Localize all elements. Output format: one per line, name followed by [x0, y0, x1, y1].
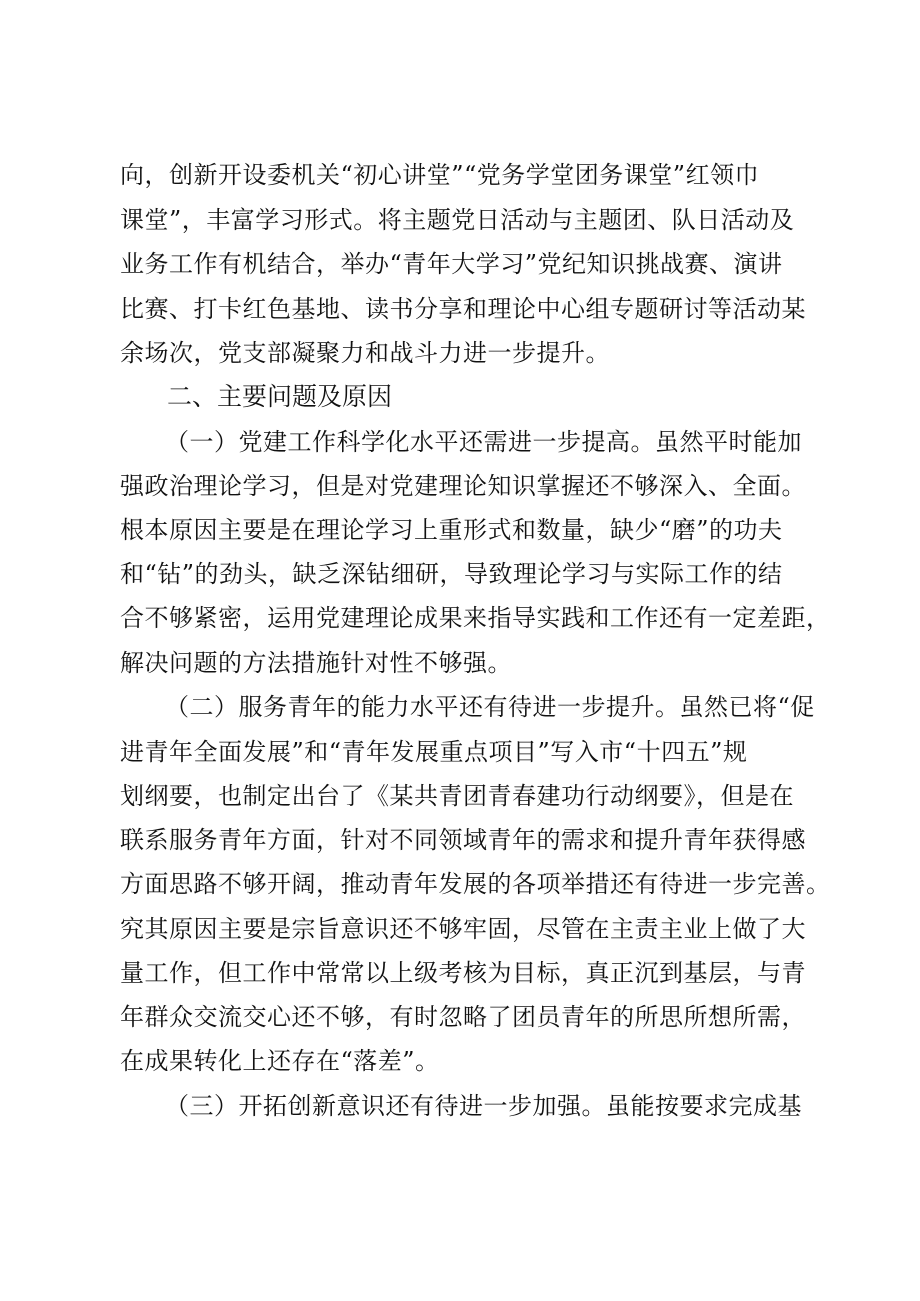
- paragraph-line: 在成果转化上还存在“落差”。: [120, 1047, 440, 1075]
- section-heading: 二、主要问题及原因: [167, 382, 393, 411]
- paragraph-line: 解决问题的方法措施针对性不够强。: [120, 649, 512, 677]
- paragraph-line: 和“钻”的劲头，缺乏深钻细研，导致理论学习与实际工作的结: [120, 560, 783, 588]
- paragraph-line: 合不够紧密，运用党建理论成果来指导实践和工作还有一定差距，: [120, 604, 831, 632]
- paragraph-line: 量工作，但工作中常常以上级考核为目标，真正沉到基层，与青: [120, 959, 806, 987]
- paragraph-line: 进青年全面发展”和“青年发展重点项目”写入市“十四五”规: [120, 738, 748, 766]
- paragraph-line: 究其原因主要是宗旨意识还不够牢固，尽管在主责主业上做了大: [120, 915, 806, 943]
- paragraph-line: 划纲要，也制定出台了《某共青团青春建功行动纲要》，但是在: [120, 782, 794, 810]
- paragraph-line: 联系服务青年方面，针对不同领域青年的需求和提升青年获得感: [120, 826, 806, 854]
- paragraph-line: （二）服务青年的能力水平还有待进一步提升。虽然已将“促: [165, 693, 815, 721]
- paragraph-line: 年群众交流交心还不够，有时忽略了团员青年的所思所想所需，: [120, 1003, 806, 1031]
- paragraph-line: 比赛、打卡红色基地、读书分享和理论中心组专题研讨等活动某: [120, 295, 806, 323]
- paragraph-line: 课堂”，丰富学习形式。将主题党日活动与主题团、队日活动及: [120, 206, 795, 234]
- paragraph-line: （三）开拓创新意识还有待进一步加强。虽能按要求完成基: [165, 1092, 802, 1120]
- paragraph-line: 根本原因主要是在理论学习上重形式和数量，缺少“磨”的功夫: [120, 516, 783, 544]
- paragraph-line: 向，创新开设委机关“初心讲堂”“党务学堂团务课堂”红领巾: [120, 161, 760, 189]
- paragraph-line: 强政治理论学习，但是对党建理论知识掌握还不够深入、全面。: [120, 472, 806, 500]
- paragraph-line: 余场次，党支部凝聚力和战斗力进一步提升。: [120, 339, 610, 367]
- paragraph-line: （一）党建工作科学化水平还需进一步提高。虽然平时能加: [165, 428, 802, 456]
- paragraph-line: 方面思路不够开阔，推动青年发展的各项举措还有待进一步完善。: [120, 870, 831, 898]
- paragraph-line: 业务工作有机结合，举办“青年大学习”党纪知识挑战赛、演讲: [120, 250, 783, 278]
